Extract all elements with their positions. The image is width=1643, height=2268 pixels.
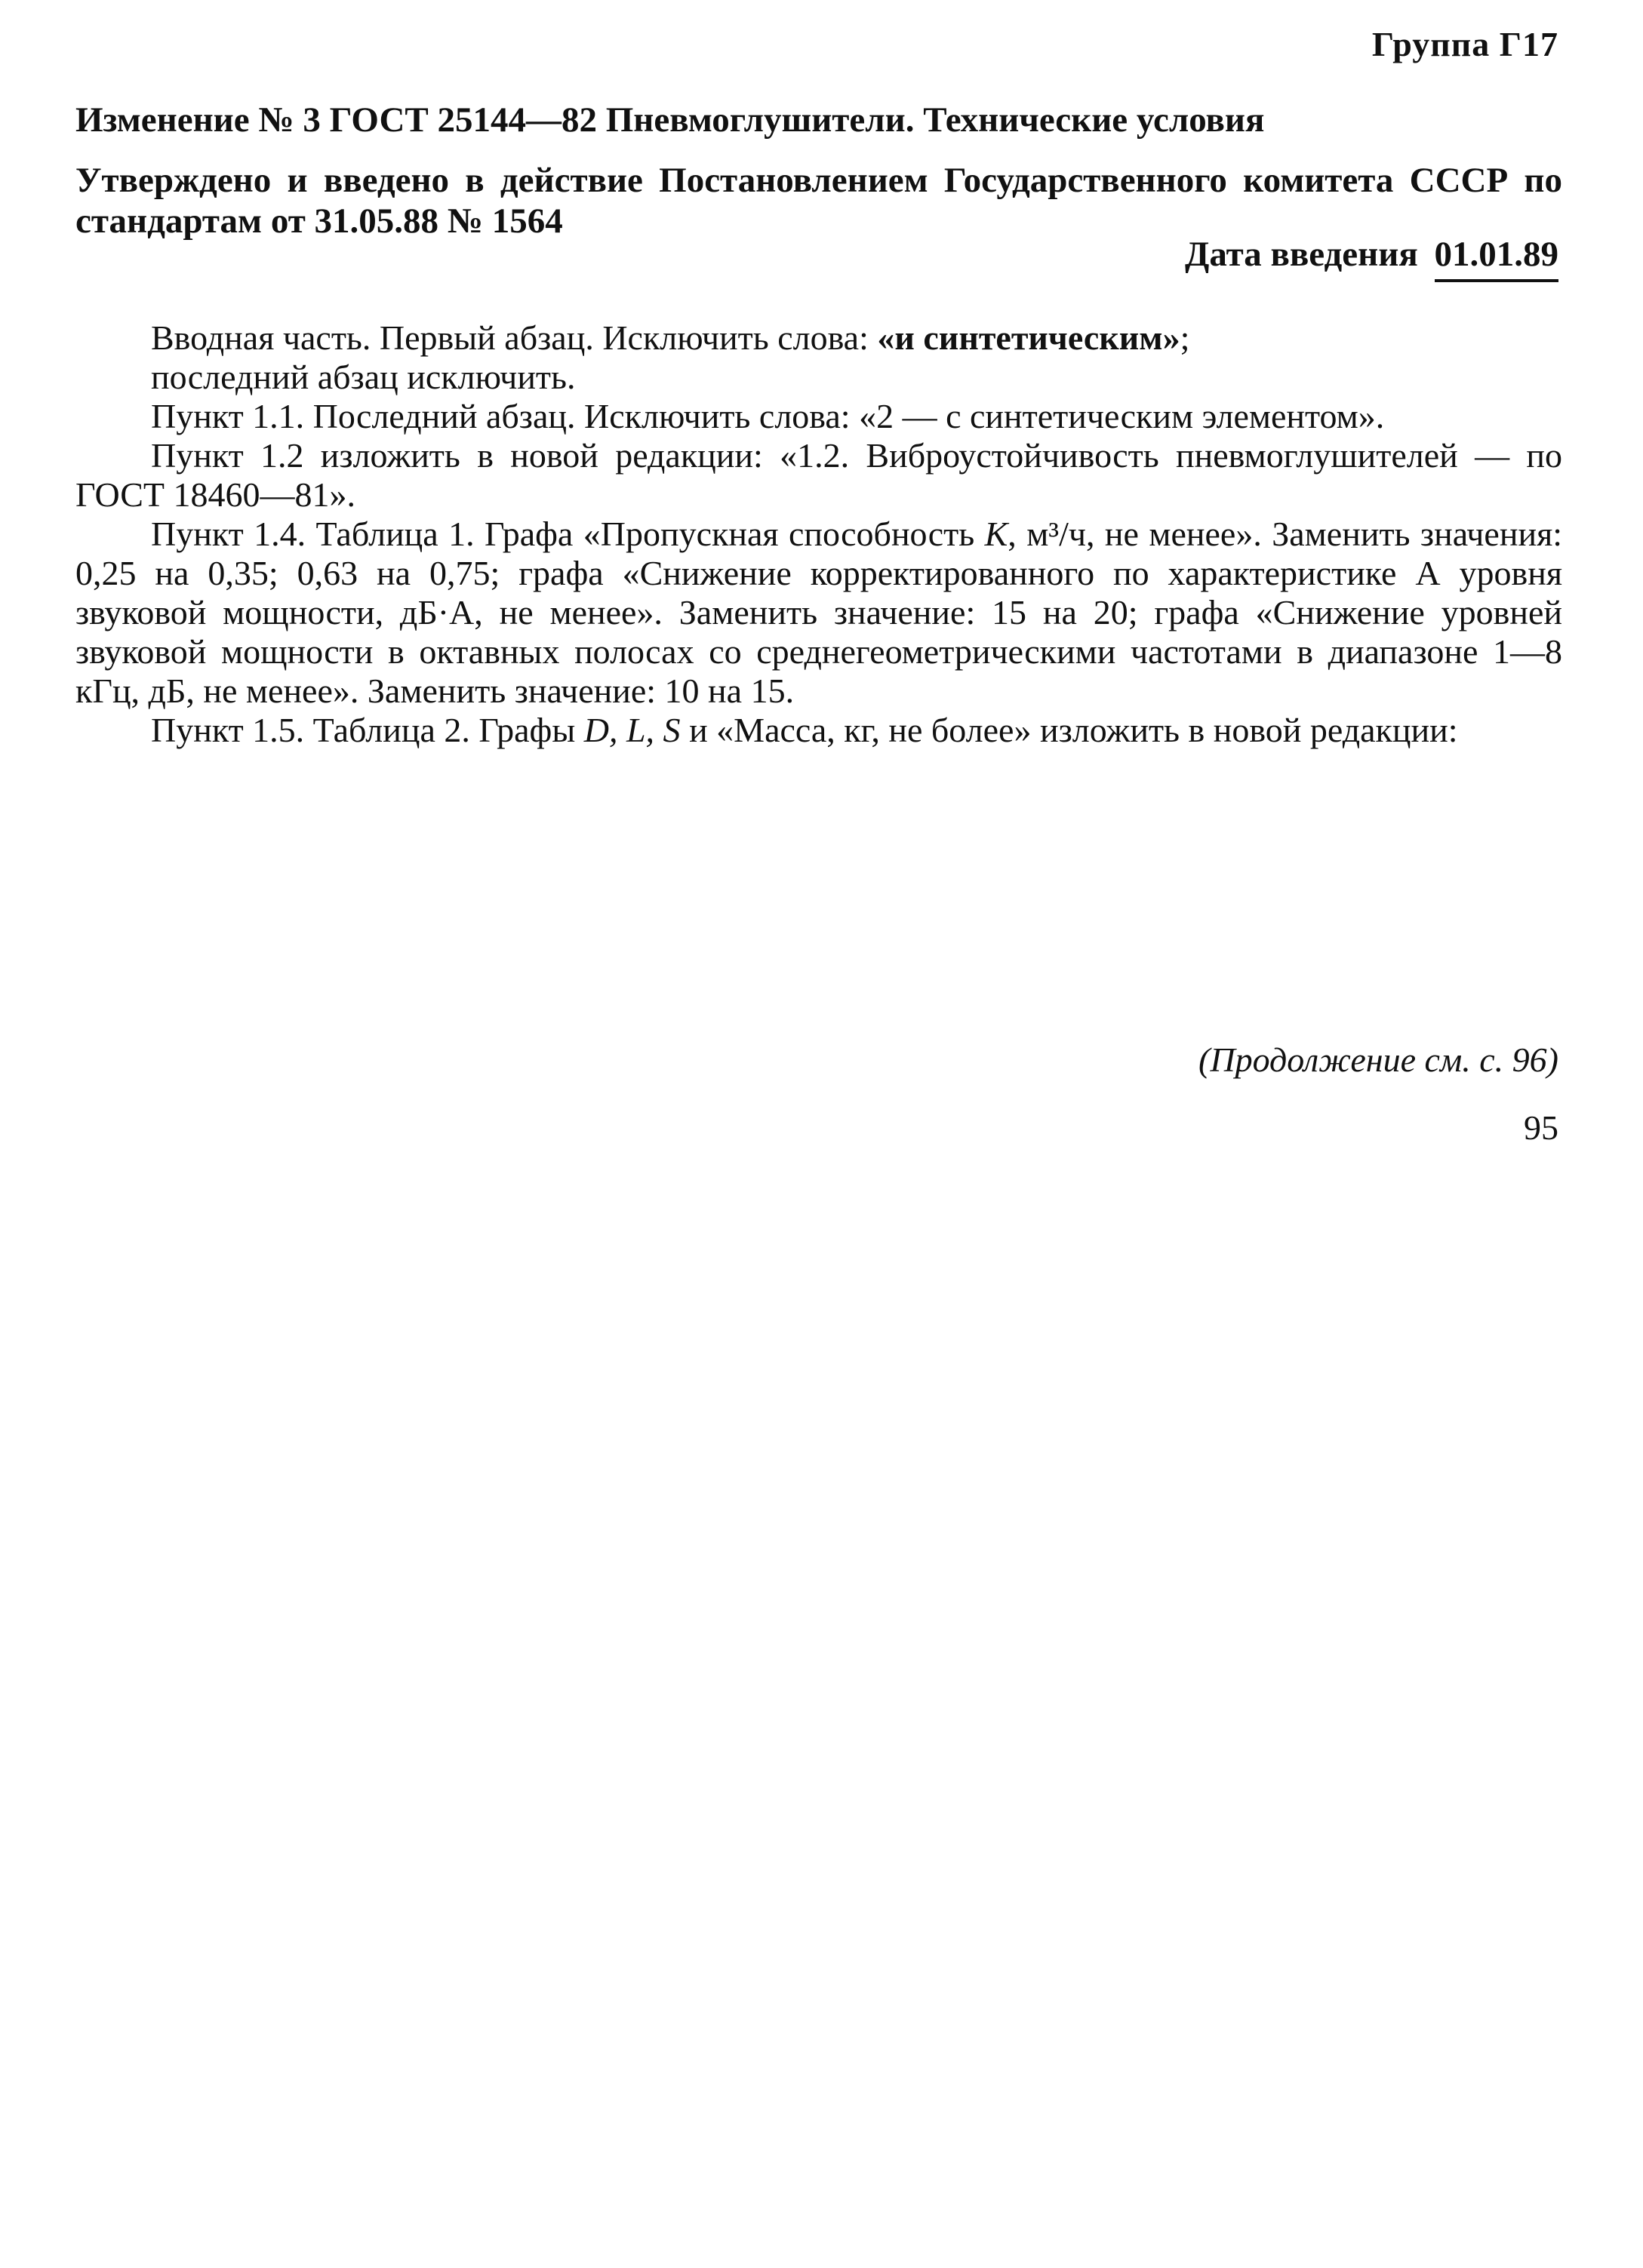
paragraph-item-1-1: Пункт 1.1. Последний абзац. Исключить слова: «2 — с синтетическим элементом». xyxy=(151,397,1385,435)
body-text xyxy=(75,318,1562,750)
intro-date xyxy=(1185,234,1558,282)
paragraph-intro-punct: ; xyxy=(1180,318,1190,357)
paragraph-item-1-5-start: Пункт 1.5. Таблица 2. Графы xyxy=(151,711,584,749)
page-number: 95 xyxy=(1524,1108,1558,1147)
paragraph-item-1-4-rest: , м³/ч, не менее». Заменить значения: 0,25 на 0,35; 0,63 на 0,75; графа «Снижение корректированного по характеристике А уровня звуковой мощности, дБ·А, не менее». Заменить значение: 15 на 20; графа «Снижение уровней звуковой мощности в октавных полосах со среднегеометрическими частотами в диапазоне 1—8 кГц, дБ, не менее». Заменить значение: 10 на 15. xyxy=(75,515,1563,710)
paragraph-item-1-5 xyxy=(75,711,1562,750)
paragraph-item-1-4 xyxy=(75,515,1562,711)
continued-note: (Продолжение см. с. 96) xyxy=(1198,1040,1558,1079)
paragraph-last-abzac: последний абзац исключить. xyxy=(151,358,576,396)
paragraph-intro xyxy=(75,318,1562,358)
symbols-d-l-s: D, L, S xyxy=(583,711,681,749)
paragraph-intro-quote: «и синтетическим» xyxy=(877,318,1180,357)
paragraph-item-1-4-start: Пункт 1.4. Таблица 1. Графа «Пропускная способность xyxy=(151,515,985,553)
intro-date-label: Дата введения xyxy=(1184,235,1418,274)
paragraph-intro-text: Вводная часть. Первый абзац. Исключить слова: xyxy=(151,318,878,357)
symbol-k: K xyxy=(984,515,1008,553)
approval-statement: Утверждено и введено в действие Постановлением Государственного комитета СССР по стандартам от 31.05.88 № 1564 xyxy=(75,161,1562,241)
change-title: Изменение № 3 ГОСТ 25144—82 Пневмоглушители. Технические условия xyxy=(75,100,1265,140)
group-code: Группа Г17 xyxy=(1371,25,1558,63)
paragraph-item-1-5-rest: и «Масса, кг, не более» изложить в новой редакции: xyxy=(680,711,1458,749)
paragraph-item-1-2: Пункт 1.2 изложить в новой редакции: «1.2. Виброустойчивость пневмоглушителей — по ГОСТ 18460—81». xyxy=(75,436,1562,514)
intro-date-value: 01.01.89 xyxy=(1435,234,1559,282)
